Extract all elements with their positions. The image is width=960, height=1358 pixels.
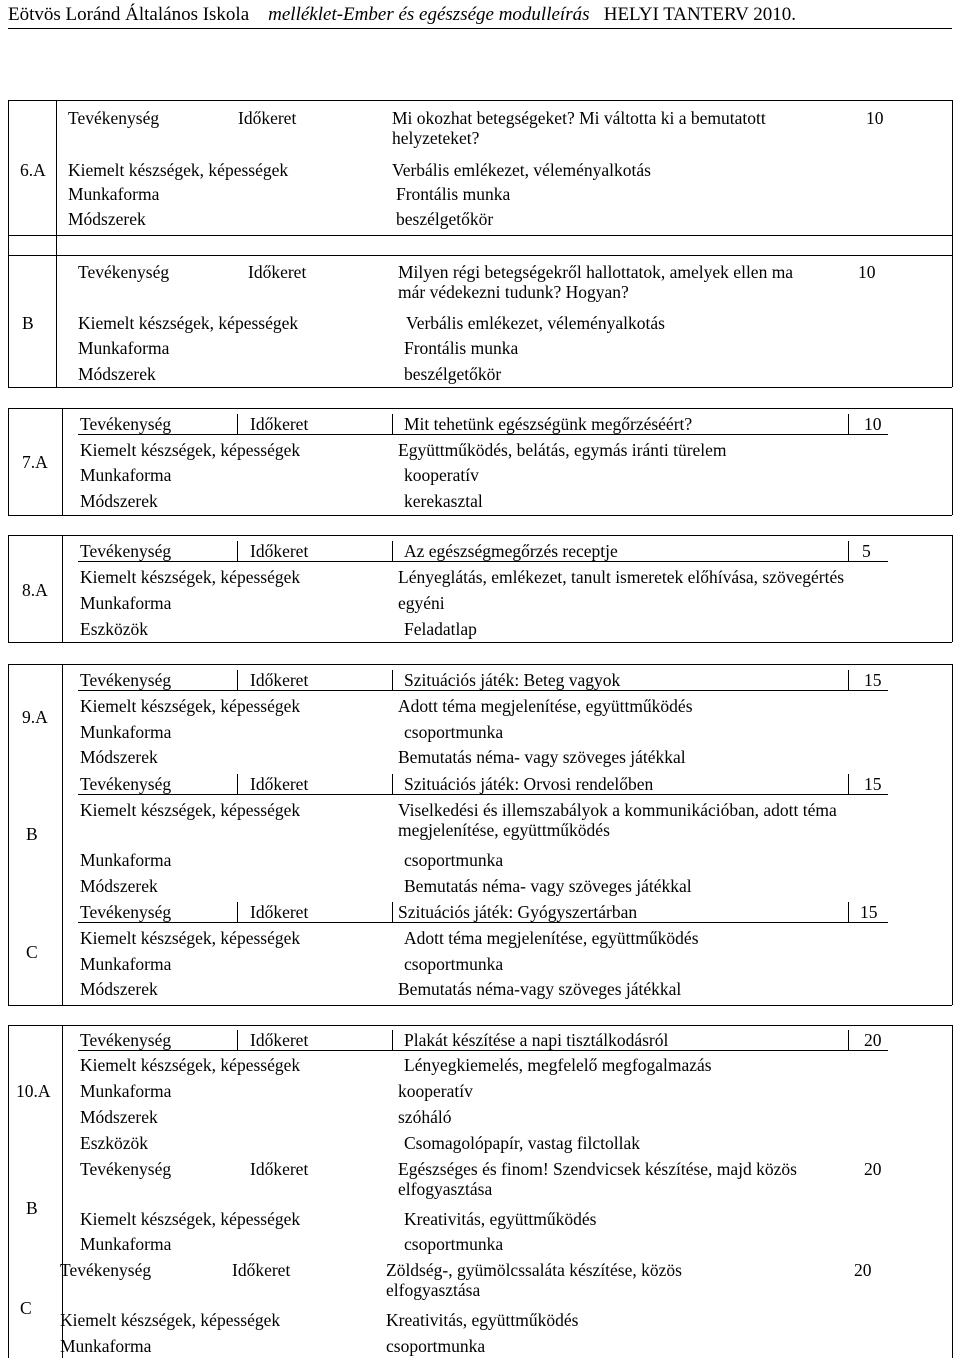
table-rule-horizontal	[8, 1025, 952, 1026]
table-rule-vertical	[952, 535, 953, 642]
time-value: 10	[858, 262, 876, 282]
methods-value: Bemutatás néma-vagy szöveges játékkal	[398, 979, 682, 999]
table-rule-vertical	[237, 902, 238, 922]
methods-label: Módszerek	[80, 979, 158, 999]
table-rule-horizontal	[8, 255, 952, 256]
workform-label: Munkaforma	[80, 722, 172, 742]
table-rule-vertical	[56, 100, 57, 387]
table-rule-vertical	[237, 1030, 238, 1050]
workform-label: Munkaforma	[68, 184, 160, 204]
time-label: Időkeret	[250, 774, 309, 794]
activity-title: Plakát készítése a napi tisztálkodásról	[404, 1030, 669, 1050]
section-label-9c: C	[26, 942, 38, 962]
table-rule-vertical	[237, 670, 238, 690]
table-rule-vertical	[848, 670, 849, 690]
activity-label: Tevékenység	[80, 902, 172, 922]
workform-label: Munkaforma	[80, 1234, 172, 1254]
activity-title: Egészséges és finom! Szendvicsek készítése, majd közös elfogyasztása	[398, 1159, 797, 1199]
table-rule-vertical	[392, 1030, 393, 1050]
section-label-7a: 7.A	[22, 452, 48, 472]
header-curriculum: HELYI TANTERV 2010.	[603, 4, 796, 25]
table-rule-horizontal	[8, 1005, 952, 1006]
table-rule-vertical	[952, 100, 953, 387]
workform-label: Munkaforma	[80, 850, 172, 870]
table-rule-vertical	[237, 541, 238, 561]
workform-value: csoportmunka	[404, 722, 504, 742]
skills-label: Kiemelt készségek, képességek	[60, 1310, 281, 1330]
activity-title: Zöldség-, gyümölcssaláta készítése, közös elfogyasztása	[386, 1260, 682, 1300]
skills-label: Kiemelt készségek, képességek	[68, 160, 289, 180]
table-rule-vertical	[392, 670, 393, 690]
workform-label: Munkaforma	[78, 338, 170, 358]
tools-value: Csomagolópapír, vastag filctollak	[404, 1133, 640, 1153]
activity-title: Szituációs játék: Beteg vagyok	[404, 670, 621, 690]
table-rule-vertical	[8, 100, 9, 387]
skills-label: Kiemelt készségek, képességek	[80, 696, 301, 716]
workform-value: csoportmunka	[404, 954, 504, 974]
methods-value: Bemutatás néma- vagy szöveges játékkal	[398, 747, 686, 767]
table-rule-horizontal	[8, 642, 952, 643]
table-rule-horizontal	[8, 235, 952, 236]
table-rule-vertical	[952, 664, 953, 1005]
methods-label: Módszerek	[80, 747, 158, 767]
table-rule-vertical	[952, 1025, 953, 1358]
skills-label: Kiemelt készségek, képességek	[80, 1055, 301, 1075]
workform-value: Frontális munka	[396, 184, 511, 204]
activity-label: Tevékenység	[68, 108, 160, 128]
methods-value: kerekasztal	[404, 491, 483, 511]
workform-label: Munkaforma	[80, 1081, 172, 1101]
skills-label: Kiemelt készségek, képességek	[78, 313, 299, 333]
table-rule-vertical	[952, 408, 953, 515]
time-label: Időkeret	[232, 1260, 291, 1280]
time-label: Időkeret	[250, 1030, 309, 1050]
table-rule-vertical	[392, 902, 393, 922]
workform-value: csoportmunka	[386, 1336, 486, 1356]
time-value: 15	[860, 902, 878, 922]
table-rule-vertical	[8, 1025, 9, 1358]
table-rule-horizontal	[8, 408, 952, 409]
table-rule-vertical	[62, 1025, 63, 1358]
table-rule-vertical	[8, 664, 9, 1005]
activity-label: Tevékenység	[80, 541, 172, 561]
table-rule-vertical	[848, 902, 849, 922]
time-label: Időkeret	[250, 902, 309, 922]
table-rule-vertical	[848, 541, 849, 561]
tools-value: Feladatlap	[404, 619, 477, 639]
time-label: Időkeret	[238, 108, 297, 128]
skills-value: Verbális emlékezet, véleményalkotás	[392, 160, 651, 180]
methods-value: szóháló	[398, 1107, 452, 1127]
table-rule-horizontal	[8, 535, 952, 536]
activity-title: Az egészségmegőrzés receptje	[404, 541, 618, 561]
skills-value: Együttműködés, belátás, egymás iránti türelem	[398, 440, 727, 460]
table-rule-horizontal	[78, 690, 888, 691]
section-label-9a: 9.A	[22, 707, 48, 727]
table-rule-vertical	[848, 774, 849, 794]
time-value: 10	[866, 108, 884, 128]
skills-label: Kiemelt készségek, képességek	[80, 440, 301, 460]
skills-value: Kreativitás, együttműködés	[404, 1209, 597, 1229]
section-label-9b: B	[26, 824, 38, 844]
activity-title: Szituációs játék: Orvosi rendelőben	[404, 774, 654, 794]
table-rule-horizontal	[78, 922, 888, 923]
activity-label: Tevékenység	[80, 774, 172, 794]
section-label-10b: B	[26, 1198, 38, 1218]
activity-title: Mi okozhat betegségeket? Mi váltotta ki a bemutatott helyzeteket?	[392, 108, 766, 148]
time-label: Időkeret	[250, 541, 309, 561]
workform-value: csoportmunka	[404, 1234, 504, 1254]
methods-label: Módszerek	[68, 209, 146, 229]
header-document: melléklet-Ember és egészsége modulleírás	[268, 4, 590, 25]
table-rule-horizontal	[8, 664, 952, 665]
section-label-10a: 10.A	[16, 1081, 51, 1101]
methods-value: beszélgetőkör	[404, 364, 502, 384]
table-rule-vertical	[392, 774, 393, 794]
time-value: 5	[862, 541, 871, 561]
skills-label: Kiemelt készségek, képességek	[80, 928, 301, 948]
time-label: Időkeret	[250, 1159, 309, 1179]
time-label: Időkeret	[248, 262, 307, 282]
skills-value: Adott téma megjelenítése, együttműködés	[398, 696, 693, 716]
workform-value: kooperatív	[398, 1081, 473, 1101]
table-rule-vertical	[392, 414, 393, 434]
workform-value: kooperatív	[404, 465, 479, 485]
workform-label: Munkaforma	[80, 954, 172, 974]
activity-label: Tevékenység	[60, 1260, 152, 1280]
table-rule-horizontal	[78, 794, 888, 795]
table-rule-horizontal	[78, 434, 888, 435]
table-rule-horizontal	[8, 515, 952, 516]
section-label-10c: C	[20, 1298, 32, 1318]
skills-label: Kiemelt készségek, képességek	[80, 567, 301, 587]
skills-value: Lényegkiemelés, megfelelő megfogalmazás	[404, 1055, 712, 1075]
activity-label: Tevékenység	[80, 1159, 172, 1179]
activity-label: Tevékenység	[80, 670, 172, 690]
time-value: 20	[854, 1260, 872, 1280]
table-rule-vertical	[237, 414, 238, 434]
time-value: 10	[864, 414, 882, 434]
activity-label: Tevékenység	[78, 262, 170, 282]
table-rule-horizontal	[78, 1050, 888, 1051]
skills-label: Kiemelt készségek, képességek	[80, 1209, 301, 1229]
table-rule-vertical	[237, 774, 238, 794]
methods-value: Bemutatás néma- vagy szöveges játékkal	[404, 876, 692, 896]
time-value: 15	[864, 670, 882, 690]
workform-label: Munkaforma	[80, 593, 172, 613]
time-label: Időkeret	[250, 670, 309, 690]
activity-title: Mit tehetünk egészségünk megőrzéséért?	[404, 414, 693, 434]
table-rule-horizontal	[78, 561, 888, 562]
methods-label: Módszerek	[80, 876, 158, 896]
skills-value: Kreativitás, együttműködés	[386, 1310, 579, 1330]
activity-label: Tevékenység	[80, 414, 172, 434]
tools-label: Eszközök	[80, 619, 149, 639]
skills-value: Verbális emlékezet, véleményalkotás	[406, 313, 665, 333]
table-rule-horizontal	[8, 100, 952, 101]
methods-value: beszélgetőkör	[396, 209, 494, 229]
section-label-6b: B	[22, 313, 34, 333]
table-rule-vertical	[848, 1030, 849, 1050]
time-label: Időkeret	[250, 414, 309, 434]
activity-title: Milyen régi betegségekről hallottatok, amelyek ellen ma már védekezni tudunk? Hogyan?	[398, 262, 794, 302]
workform-value: egyéni	[398, 593, 445, 613]
workform-value: csoportmunka	[404, 850, 504, 870]
table-rule-vertical	[62, 408, 63, 515]
methods-label: Módszerek	[80, 1107, 158, 1127]
skills-value: Viselkedési és illemszabályok a kommunikációban, adott téma megjelenítése, együttműködés	[398, 800, 837, 840]
table-rule-vertical	[392, 541, 393, 561]
workform-value: Frontális munka	[404, 338, 519, 358]
section-label-6a: 6.A	[20, 160, 46, 180]
table-rule-vertical	[848, 414, 849, 434]
header-school: Eötvös Loránd Általános Iskola	[8, 4, 250, 25]
activity-label: Tevékenység	[80, 1030, 172, 1050]
time-value: 15	[864, 774, 882, 794]
activity-title: Szituációs játék: Gyógyszertárban	[398, 902, 638, 922]
table-rule-horizontal	[8, 387, 952, 388]
skills-value: Lényeglátás, emlékezet, tanult ismeretek előhívása, szövegértés	[398, 567, 845, 587]
table-rule-vertical	[62, 535, 63, 642]
tools-label: Eszközök	[80, 1133, 149, 1153]
section-label-8a: 8.A	[22, 580, 48, 600]
table-rule-vertical	[8, 535, 9, 642]
skills-value: Adott téma megjelenítése, együttműködés	[404, 928, 699, 948]
methods-label: Módszerek	[78, 364, 156, 384]
table-rule-vertical	[8, 408, 9, 515]
table-rule-vertical	[62, 664, 63, 1005]
time-value: 20	[864, 1030, 882, 1050]
methods-label: Módszerek	[80, 491, 158, 511]
workform-label: Munkaforma	[80, 465, 172, 485]
time-value: 20	[864, 1159, 882, 1179]
workform-label: Munkaforma	[60, 1336, 152, 1356]
skills-label: Kiemelt készségek, képességek	[80, 800, 301, 820]
